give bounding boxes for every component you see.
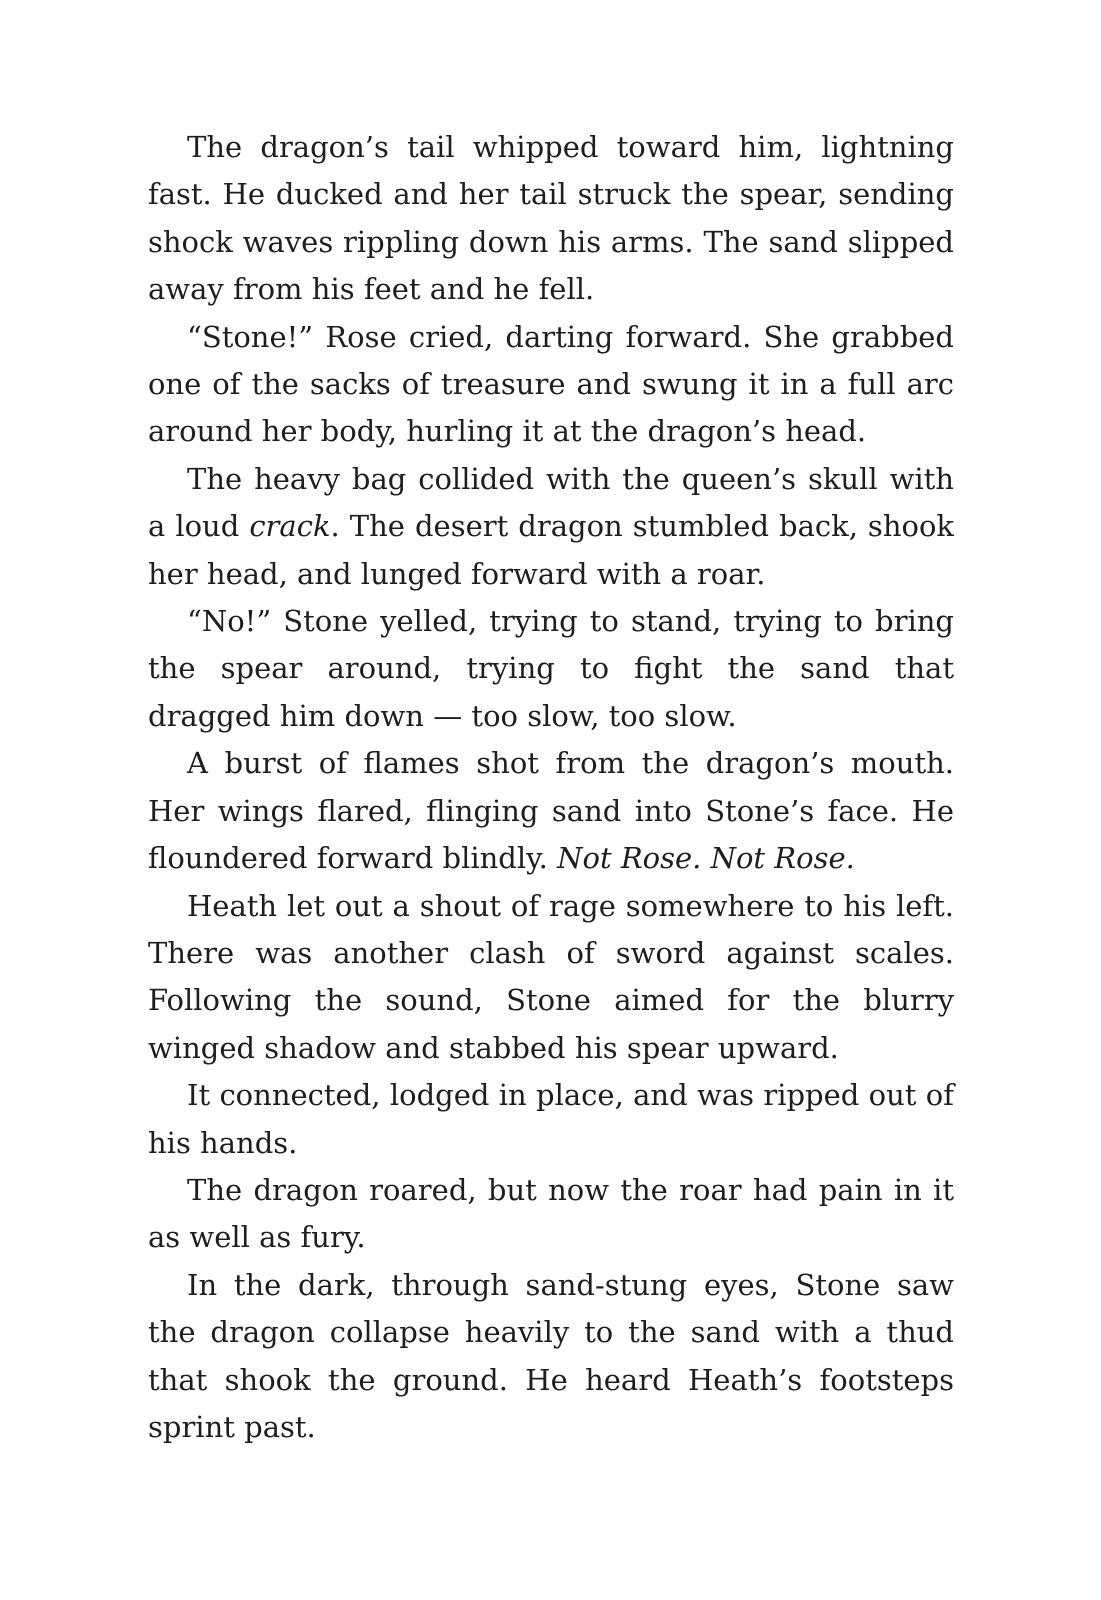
paragraph-3 bbox=[148, 456, 954, 598]
paragraph-3-text-a: The heavy bag collided with the queen’s skull with a loud bbox=[148, 461, 954, 544]
paragraph-8-text: The dragon roared, but now the roar had pain in it as well as fury. bbox=[148, 1172, 954, 1255]
paragraph-1-text: The dragon’s tail whipped toward him, lightning fast. He ducked and her tail struck the spear, sending shock waves rippling down his arms. The sand slipped away from his feet and he fell. bbox=[148, 130, 954, 307]
paragraph-6 bbox=[148, 883, 954, 1073]
paragraph-5-italic-thought: Not Rose. Not Rose. bbox=[557, 841, 855, 876]
paragraph-2-text: “Stone!” Rose cried, darting forward. She grabbed one of the sacks of treasure and swung it in a full arc around her body, hurling it at the dragon’s head. bbox=[148, 319, 954, 449]
paragraph-5 bbox=[148, 740, 954, 882]
paragraph-5-text: A burst of flames shot from the dragon’s mouth. Her wings flared, flinging sand into Stone’s face. He floundered forward blindly. bbox=[148, 746, 954, 876]
paragraph-9-text: In the dark, through sand-stung eyes, Stone saw the dragon collapse heavily to the sand with a thud that shook the ground. He heard Heath’s footsteps sprint past. bbox=[148, 1267, 954, 1444]
paragraph-4-text: “No!” Stone yelled, trying to stand, trying to bring the spear around, trying to fight the sand that dragged him down — too slow, too slow. bbox=[148, 604, 954, 733]
paragraph-3-text-b: . The desert dragon stumbled back, shook her head, and lunged forward with a roar. bbox=[148, 509, 954, 591]
paragraph-7-text: It connected, lodged in place, and was ripped out of his hands. bbox=[148, 1078, 954, 1160]
paragraph-7 bbox=[148, 1072, 954, 1167]
paragraph-8 bbox=[148, 1167, 954, 1262]
book-page-body bbox=[148, 124, 954, 1451]
paragraph-1 bbox=[148, 124, 954, 314]
paragraph-2 bbox=[148, 314, 954, 456]
paragraph-9 bbox=[148, 1262, 954, 1452]
paragraph-6-text: Heath let out a shout of rage somewhere to his left. There was another clash of sword against scales. Following the sound, Stone aimed for the blurry winged shadow and stabbed his spear upward. bbox=[148, 888, 954, 1065]
paragraph-3-italic-crack: crack bbox=[249, 509, 331, 544]
paragraph-4 bbox=[148, 598, 954, 740]
